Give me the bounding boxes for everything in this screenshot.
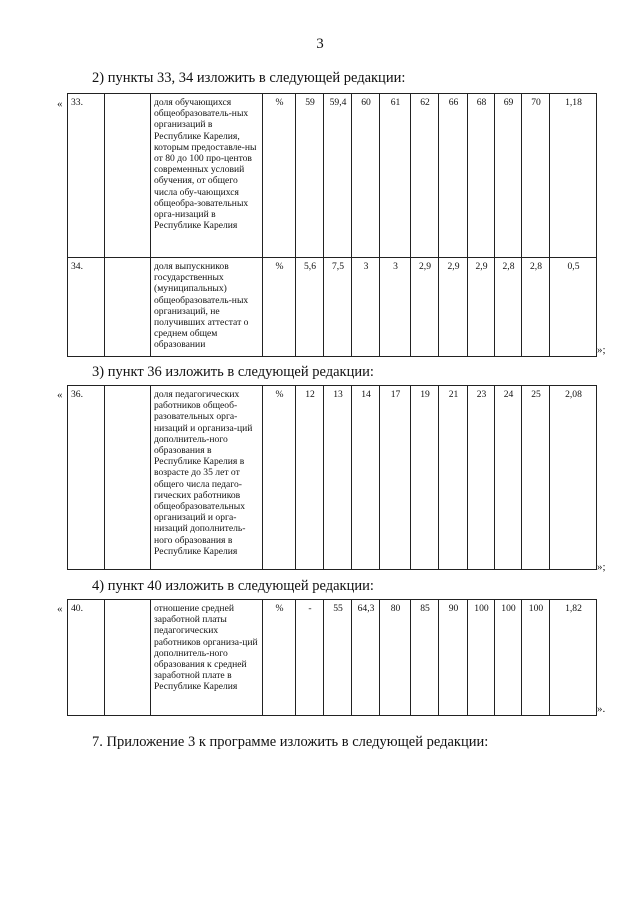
- row-number: 36.: [68, 386, 105, 570]
- value-cell: 1,82: [550, 600, 597, 716]
- section-heading-2: 3) пункт 36 изложить в следующей редакции:: [92, 364, 374, 380]
- value-cell: 2,9: [411, 258, 439, 357]
- value-cell: 25: [522, 386, 550, 570]
- value-cell: 100: [495, 600, 522, 716]
- value-cell: 23: [468, 386, 495, 570]
- value-cell: 13: [324, 386, 352, 570]
- value-cell: 7,5: [324, 258, 352, 357]
- value-cell: 69: [495, 94, 522, 258]
- value-cell: 2,9: [439, 258, 468, 357]
- value-cell: 12: [296, 386, 324, 570]
- value-cell: 2,9: [468, 258, 495, 357]
- value-cell: 68: [468, 94, 495, 258]
- value-cell: 64,3: [352, 600, 380, 716]
- value-cell: 55: [324, 600, 352, 716]
- page-number: 3: [316, 36, 324, 52]
- row-number: 40.: [68, 600, 105, 716]
- unit-cell: %: [263, 600, 296, 716]
- value-cell: 14: [352, 386, 380, 570]
- quote-open: «: [57, 389, 63, 401]
- table-item-40: [67, 599, 597, 716]
- value-cell: 0,5: [550, 258, 597, 357]
- value-cell: 17: [380, 386, 411, 570]
- value-cell: 66: [439, 94, 468, 258]
- quote-close: ».: [597, 703, 606, 715]
- table-row: [68, 386, 597, 570]
- row-number: 34.: [68, 258, 105, 357]
- value-cell: -: [296, 600, 324, 716]
- table-row: [68, 258, 597, 357]
- row-description: доля выпускников государственных (муниципальных) общеобразователь-ных организаций, не получивших аттестат о среднем общем образовании: [151, 258, 263, 357]
- footer-paragraph: 7. Приложение 3 к программе изложить в следующей редакции:: [92, 734, 489, 750]
- value-cell: 2,08: [550, 386, 597, 570]
- table-item-36: [67, 385, 597, 570]
- quote-open: «: [57, 603, 63, 615]
- row-description: доля обучающихся общеобразователь-ных организаций в Республике Карелия, которым предоставле-ны от 80 до 100 про-центов современных условий обучения, от общего числа обу-чающихся общеобра-зовательных орга-низаций в Республике Карелия: [151, 94, 263, 258]
- unit-cell: %: [263, 386, 296, 570]
- row-description: отношение средней заработной платы педагогических работников организа-ций дополнитель-ного образования к средней заработной плате в Республике Карелия: [151, 600, 263, 716]
- value-cell: 3: [380, 258, 411, 357]
- row-number: 33.: [68, 94, 105, 258]
- value-cell: 59: [296, 94, 324, 258]
- section-heading-1: 2) пункты 33, 34 изложить в следующей редакции:: [92, 70, 406, 86]
- value-cell: 21: [439, 386, 468, 570]
- blank-cell: [105, 94, 151, 258]
- quote-close: »;: [597, 561, 606, 573]
- table-items-33-34: [67, 93, 597, 357]
- value-cell: 62: [411, 94, 439, 258]
- table-row: [68, 94, 597, 258]
- section-heading-3: 4) пункт 40 изложить в следующей редакции:: [92, 578, 374, 594]
- value-cell: 5,6: [296, 258, 324, 357]
- value-cell: 100: [468, 600, 495, 716]
- quote-close: »;: [597, 344, 606, 356]
- blank-cell: [105, 258, 151, 357]
- unit-cell: %: [263, 94, 296, 258]
- value-cell: 61: [380, 94, 411, 258]
- table-row: [68, 600, 597, 716]
- value-cell: 60: [352, 94, 380, 258]
- blank-cell: [105, 600, 151, 716]
- value-cell: 59,4: [324, 94, 352, 258]
- value-cell: 90: [439, 600, 468, 716]
- value-cell: 85: [411, 600, 439, 716]
- unit-cell: %: [263, 258, 296, 357]
- value-cell: 19: [411, 386, 439, 570]
- value-cell: 24: [495, 386, 522, 570]
- value-cell: 2,8: [522, 258, 550, 357]
- row-description: доля педагогических работников общеоб-разовательных орга-низаций и организа-ций дополнитель-ного образования в Республике Карелия в возрасте до 35 лет от общего числа педаго-гических работников общеобразовательных организаций и орга-низаций дополнитель-ного образования в Республике Карелия: [151, 386, 263, 570]
- blank-cell: [105, 386, 151, 570]
- value-cell: 3: [352, 258, 380, 357]
- value-cell: 100: [522, 600, 550, 716]
- quote-open: «: [57, 98, 63, 110]
- value-cell: 2,8: [495, 258, 522, 357]
- value-cell: 1,18: [550, 94, 597, 258]
- value-cell: 70: [522, 94, 550, 258]
- value-cell: 80: [380, 600, 411, 716]
